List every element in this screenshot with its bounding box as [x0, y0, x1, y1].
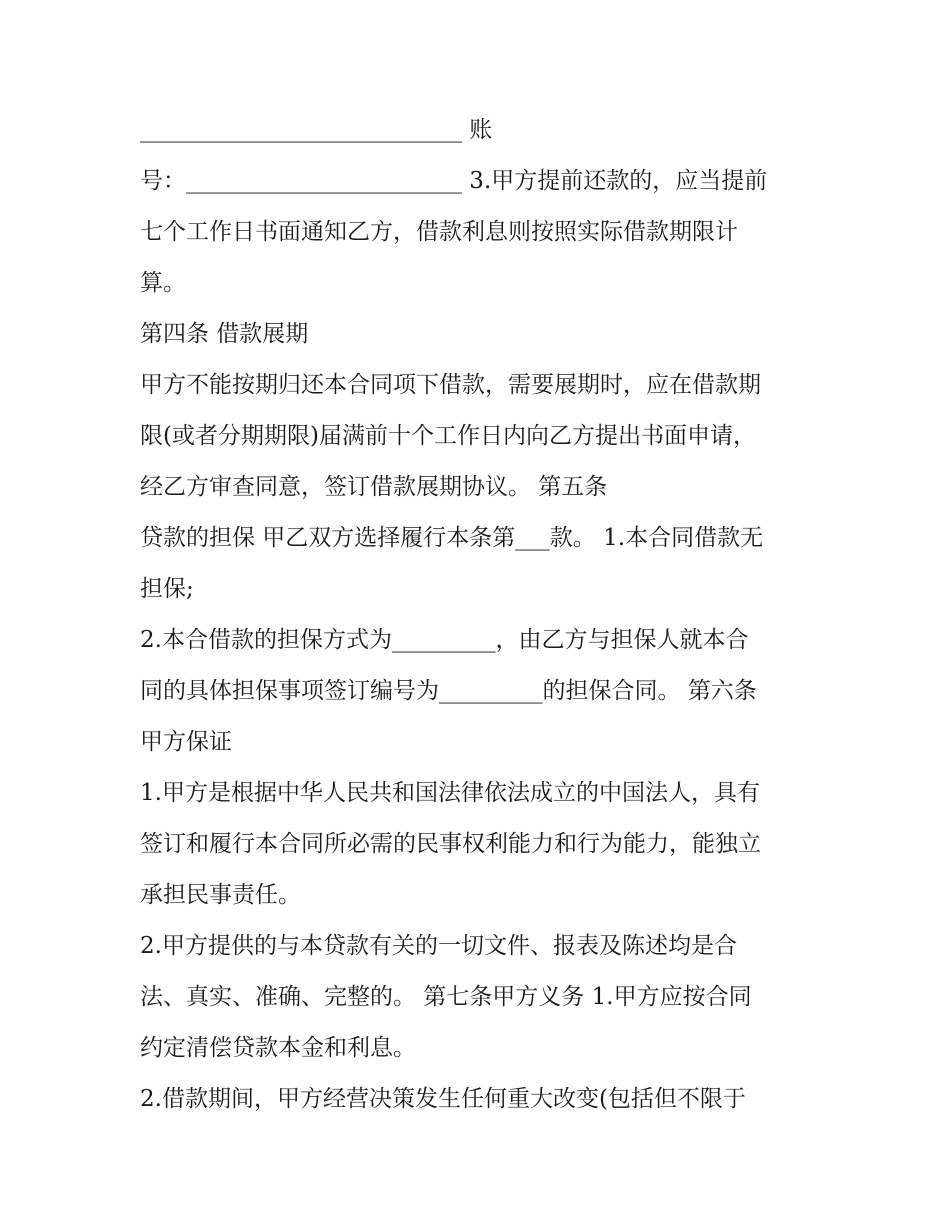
text-line: 七个工作日书面通知乙方，借款利息则按照实际借款期限计 [140, 219, 738, 245]
text-line: 号：________________________ 3.甲方提前还款的，应当提前 [140, 168, 768, 194]
text-line: 同的具体担保事项签订编号为_________的担保合同。 第六条 [140, 678, 757, 704]
contract-text [140, 105, 830, 1125]
text-line: 法、真实、准确、完整的。 第七条甲方义务 1.甲方应按合同 [140, 984, 752, 1010]
section-heading: 第四条 借款展期 [140, 321, 309, 347]
text-line: 承担民事责任。 [140, 882, 301, 908]
text-line: 2.本合借款的担保方式为_________，由乙方与担保人就本合 [140, 627, 749, 653]
text-line: 2.借款期间，甲方经营决策发生任何重大改变(包括但不限于 [140, 1086, 746, 1112]
text-line: 签订和履行本合同所必需的民事权利能力和行为能力，能独立 [140, 831, 761, 857]
text-line: 甲方保证 [140, 729, 232, 755]
text-line: 甲方不能按期归还本合同项下借款，需要展期时，应在借款期 [140, 372, 761, 398]
text-line: 约定清偿贷款本金和利息。 [140, 1035, 416, 1061]
text-line: 贷款的担保 甲乙双方选择履行本条第___款。 1.本合同借款无 [140, 525, 764, 551]
text-line: 担保; [140, 576, 194, 602]
text-line: 2.甲方提供的与本贷款有关的一切文件、报表及陈述均是合 [140, 933, 737, 959]
text-line: 1.甲方是根据中华人民共和国法律依法成立的中国法人，具有 [140, 780, 760, 806]
text-line: ____________________________ 账 [140, 117, 493, 143]
text-line: 限(或者分期期限)届满前十个工作日内向乙方提出书面申请， [140, 423, 756, 449]
text-line: 算。 [140, 270, 186, 296]
text-line: 经乙方审查同意，签订借款展期协议。 第五条 [140, 474, 608, 500]
